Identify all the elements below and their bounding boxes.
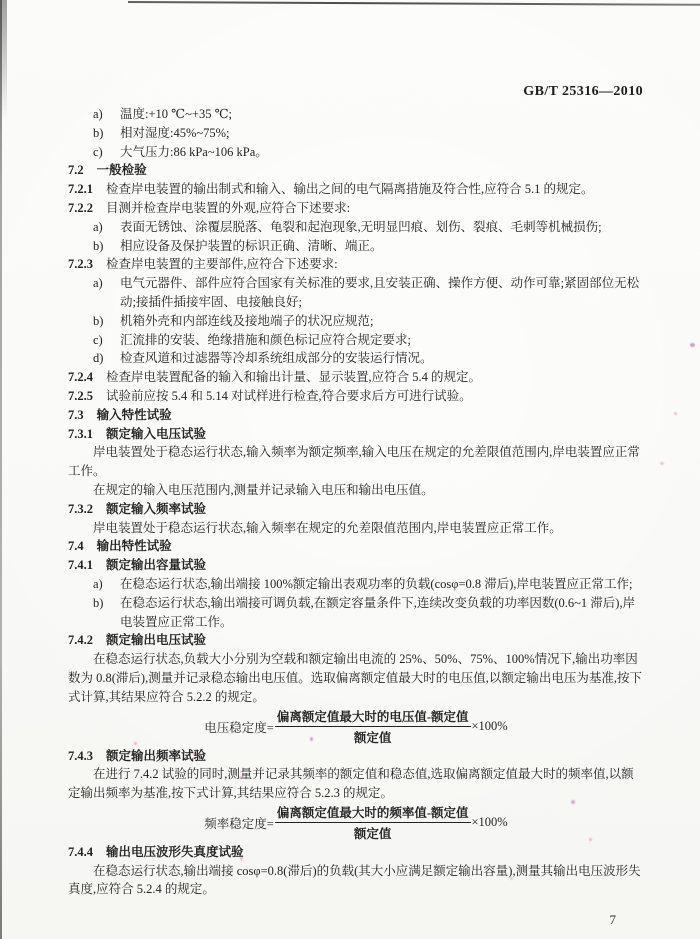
clause-number: 7.2.2 bbox=[68, 200, 93, 215]
heading-title: 输出电压波形失真度试验 bbox=[106, 844, 244, 859]
clause-text: 试验前应按 5.4 和 5.14 对试样进行检查,符合要求后方可进行试验。 bbox=[106, 388, 472, 403]
heading-7.3.2 bbox=[68, 500, 644, 519]
heading-7.4.3 bbox=[68, 747, 644, 766]
list-item-a bbox=[68, 218, 644, 237]
list-item-label: b) bbox=[93, 125, 104, 140]
list-item-b bbox=[68, 312, 644, 331]
heading-7.4.2 bbox=[68, 631, 644, 650]
formula-frequency-stability bbox=[68, 803, 644, 843]
clause-7.2.4 bbox=[68, 368, 644, 387]
heading-7.4.1 bbox=[68, 556, 644, 575]
heading-7.3.1 bbox=[68, 425, 644, 444]
list-item-text: 汇流排的安装、绝缘措施和颜色标记应符合规定要求; bbox=[120, 332, 411, 347]
heading-title: 输出特性试验 bbox=[96, 539, 172, 554]
clause-number: 7.2.5 bbox=[68, 388, 93, 403]
clause-7.2.5 bbox=[68, 387, 644, 406]
list-item-a bbox=[68, 274, 644, 312]
paragraph: 岸电装置处于稳态运行状态,输入频率在规定的允差限值范围内,岸电装置应正常工作。 bbox=[93, 520, 562, 535]
formula-denominator: 额定值 bbox=[353, 827, 392, 842]
clause-number: 7.4.2 bbox=[68, 633, 93, 648]
list-item-b bbox=[68, 124, 644, 143]
list-item-label: a) bbox=[93, 219, 103, 234]
clause-number: 7.2.1 bbox=[68, 182, 93, 197]
clause-number: 7.2 bbox=[68, 163, 84, 178]
list-item-label: a) bbox=[93, 107, 103, 121]
heading-title: 额定输入频率试验 bbox=[106, 501, 207, 516]
clause-text: 检查岸电装置配备的输入和输出计量、显示装置,应符合 5.4 的规定。 bbox=[106, 370, 482, 385]
paragraph: 在规定的输入电压范围内,测量并记录输入电压和输出电压值。 bbox=[93, 482, 434, 497]
list-item-text: 电气元器件、部件应符合国家有关标准的要求,且安装正确、操作方便、动作可靠;紧固部位无松动;接插件插接牢固、电接触良好; bbox=[120, 276, 640, 309]
list-item-label: a) bbox=[93, 576, 103, 591]
heading-7.4.4 bbox=[68, 843, 644, 862]
paragraph: 在稳态运行状态,负载大小分别为空载和额定输出电流的 25%、50%、75%、100%情况下,输出功率因数为 0.8(滞后),测量并记录稳态输出电压值。选取偏离额定值最大时的电压值,以额定输出电压为基准,按下式计算,其结果应符合 5.2.2 的规定。 bbox=[68, 652, 642, 704]
list-item-label: c) bbox=[93, 144, 103, 159]
heading-title: 输入特性试验 bbox=[96, 407, 172, 422]
list-item-label: a) bbox=[93, 276, 103, 291]
heading-title: 额定输出电压试验 bbox=[106, 633, 207, 648]
list-item-c bbox=[68, 331, 644, 350]
list-item-label: b) bbox=[93, 313, 104, 328]
paragraph: 岸电装置处于稳态运行状态,输入频率为额定频率,输入电压在规定的允差限值范围内,岸电装置应正常工作。 bbox=[68, 445, 640, 479]
scan-left-corner-shadow bbox=[0, 0, 7, 120]
list-item-d bbox=[68, 349, 644, 368]
clause-7.2.1 bbox=[68, 180, 644, 199]
list-item-b bbox=[68, 594, 644, 632]
ink-stain bbox=[660, 462, 664, 465]
formula-fraction bbox=[275, 707, 471, 746]
list-item-text: 相应设备及保护装置的标识正确、清晰、端正。 bbox=[120, 238, 383, 253]
clause-number: 7.3.2 bbox=[68, 501, 93, 516]
clause-number: 7.4.4 bbox=[68, 844, 93, 859]
paragraph: 在进行 7.4.2 试验的同时,测量并记录其频率的额定值和稳态值,选取偏离额定值最大时的频率值,以额定输出频率为基准,按下式计算,其结果应符合 5.2.3 的规定。 bbox=[68, 767, 634, 801]
list-item-label: d) bbox=[93, 351, 104, 366]
formula-voltage-stability bbox=[68, 707, 644, 747]
list-item-text: 相对湿度:45%~75%; bbox=[120, 125, 230, 140]
clause-number: 7.4 bbox=[68, 539, 84, 554]
clause-number: 7.4.1 bbox=[68, 558, 93, 573]
heading-7.4 bbox=[68, 537, 644, 556]
formula-suffix: ×100% bbox=[471, 719, 508, 733]
clause-number: 7.4.3 bbox=[68, 748, 93, 763]
clause-text: 目测并检查岸电装置的外观,应符合下述要求: bbox=[106, 200, 351, 215]
heading-title: 额定输出频率试验 bbox=[106, 748, 207, 763]
list-item-label: c) bbox=[93, 332, 103, 347]
list-item-b bbox=[68, 237, 644, 256]
clause-number: 7.2.4 bbox=[68, 370, 93, 385]
list-item-label: b) bbox=[93, 595, 104, 610]
heading-7.3 bbox=[68, 406, 644, 425]
heading-7.2 bbox=[68, 161, 644, 180]
document-body bbox=[68, 105, 644, 899]
heading-title: 额定输出容量试验 bbox=[106, 558, 207, 573]
list-item-a bbox=[68, 105, 644, 124]
list-item-c bbox=[68, 143, 644, 162]
scan-top-edge bbox=[128, 1, 700, 6]
heading-title: 额定输入电压试验 bbox=[106, 426, 207, 441]
formula-denominator: 额定值 bbox=[353, 731, 392, 745]
list-item-text: 机箱外壳和内部连线及接地端子的状况应规范; bbox=[120, 313, 374, 328]
formula-lhs: 电压稳定度= bbox=[204, 720, 274, 735]
clause-text: 检查岸电装置的输出制式和输入、输出之间的电气隔离措施及符合性,应符合 5.1 的规定。 bbox=[106, 182, 594, 197]
page-number: 7 bbox=[609, 912, 616, 927]
list-item-text: 在稳态运行状态,输出端接可调负载,在额定容量条件下,连续改变负载的功率因数(0.6~1 滞后),岸电装置应正常工作。 bbox=[120, 595, 636, 629]
heading-title: 一般检验 bbox=[96, 163, 147, 178]
list-item-text: 大气压力:86 kPa~106 kPa。 bbox=[120, 144, 268, 159]
ink-stain bbox=[674, 412, 677, 415]
list-item-text: 温度:+10 ℃~+35 ℃; bbox=[120, 107, 233, 121]
paragraph: 在稳态运行状态,输出端接 cosφ=0.8(滞后)的负载(其大小应满足额定输出容量),测量其输出电压波形失真度,应符合 5.2.4 的规定。 bbox=[68, 863, 641, 897]
clause-number: 7.3.1 bbox=[68, 426, 93, 441]
formula-numerator: 偏离额定值最大时的频率值-额定值 bbox=[275, 803, 471, 823]
scan-left-edge bbox=[0, 0, 2, 939]
list-item-text: 在稳态运行状态,输出端接 100%额定输出表观功率的负载(cosφ=0.8 滞后),岸电装置应正常工作; bbox=[120, 576, 633, 591]
formula-lhs: 频率稳定度= bbox=[204, 816, 274, 831]
clause-number: 7.3 bbox=[68, 407, 84, 422]
standard-code: GB/T 25316—2010 bbox=[523, 84, 643, 99]
list-item-text: 表面无锈蚀、涂覆层脱落、龟裂和起泡现象,无明显凹痕、划伤、裂痕、毛刺等机械损伤; bbox=[120, 219, 602, 234]
formula-fraction bbox=[275, 803, 471, 842]
clause-text: 检查岸电装置的主要部件,应符合下述要求: bbox=[106, 257, 338, 272]
list-item-a bbox=[68, 575, 644, 594]
clause-7.2.2 bbox=[68, 199, 644, 218]
ink-stain bbox=[690, 343, 695, 347]
clause-number: 7.2.3 bbox=[68, 257, 93, 272]
clause-7.2.3 bbox=[68, 255, 644, 274]
formula-numerator: 偏离额定值最大时的电压值-额定值 bbox=[275, 707, 471, 727]
formula-suffix: ×100% bbox=[471, 815, 508, 830]
list-item-text: 检查风道和过滤器等冷却系统组成部分的安装运行情况。 bbox=[120, 351, 433, 366]
list-item-label: b) bbox=[93, 238, 104, 253]
